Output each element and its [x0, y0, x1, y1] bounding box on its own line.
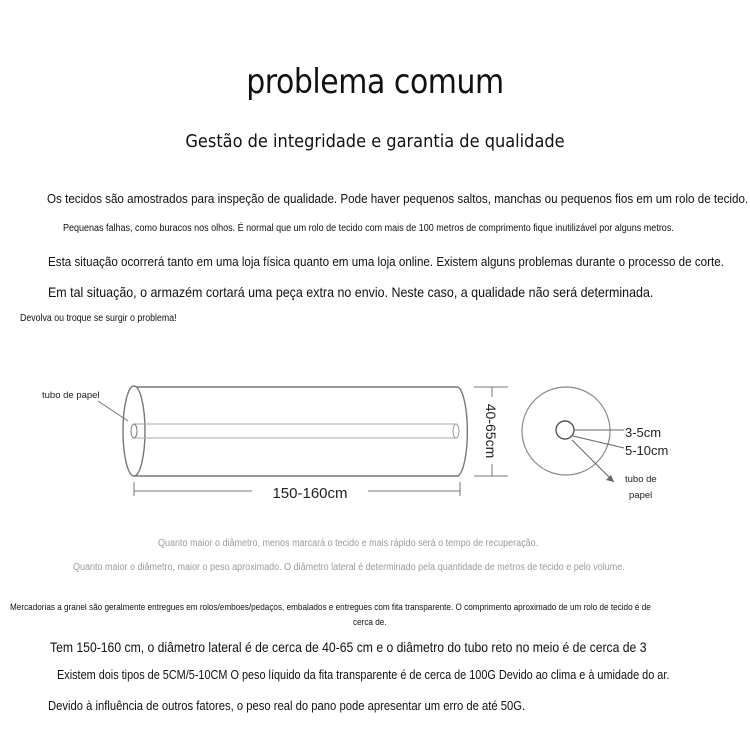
bottom-dimensions: Tem 150-160 cm, o diâmetro lateral é de cerca de 40-65 cm e o diâmetro do tubo reto no meio é de cerca de 3: [50, 639, 647, 655]
end-tube-label-line1: tubo de: [625, 474, 657, 485]
note-diameter-recovery: Quanto maior o diâmetro, menos marcará o tecido e mais rápido será o tempo de recuperação.: [158, 538, 539, 549]
bottom-bulk-delivery: Mercadorias a granel são geralmente entregues em rolos/emboes/pedaços, embalados e entregues com fita transparente. O comprimento aproximado de um rolo de tecido é de: [10, 602, 651, 613]
bottom-weight-error: Devido à influência de outros fatores, o peso real do pano pode apresentar um erro de até 50G.: [48, 699, 526, 713]
note-diameter-weight: Quanto maior o diâmetro, maior o peso aproximado. O diâmetro lateral é determinado pela quantidade de metros de tecido e pelo volume.: [73, 562, 625, 573]
page-title: problema comum: [246, 62, 504, 102]
diameter-label: 40-65cm: [483, 403, 499, 459]
bottom-tube-types: Existem dois tipos de 5CM/5-10CM O peso líquido da fita transparente é de cerca de 100G Devido ao clima e à umidade do ar.: [57, 668, 670, 682]
inner-diameter-small: 3-5cm: [625, 425, 662, 440]
paragraph-return: Devolva ou troque se surgir o problema!: [20, 313, 177, 324]
bottom-bulk-delivery-cont: cerca de.: [353, 617, 387, 628]
tube-label: tubo de papel: [42, 390, 100, 401]
paragraph-inspection: Os tecidos são amostrados para inspeção de qualidade. Pode haver pequenos saltos, manchas ou pequenos fios em um rolo de tecido.: [47, 192, 749, 206]
paragraph-situation: Esta situação ocorrerá tanto em uma loja física quanto em uma loja online. Existem alguns problemas durante o processo de corte.: [48, 255, 724, 269]
length-label: 150-160cm: [272, 485, 348, 502]
end-tube-label-line2: papel: [629, 490, 653, 501]
paragraph-flaws: Pequenas falhas, como buracos nos olhos. É normal que um rolo de tecido com mais de 100 metros de comprimento fique inutilizável por alguns metros.: [63, 223, 674, 234]
inner-diameter-large: 5-10cm: [625, 443, 669, 458]
page-subtitle: Gestão de integridade e garantia de qualidade: [185, 131, 565, 152]
paragraph-warehouse: Em tal situação, o armazém cortará uma peça extra no envio. Neste caso, a qualidade não será determinada.: [48, 284, 654, 300]
